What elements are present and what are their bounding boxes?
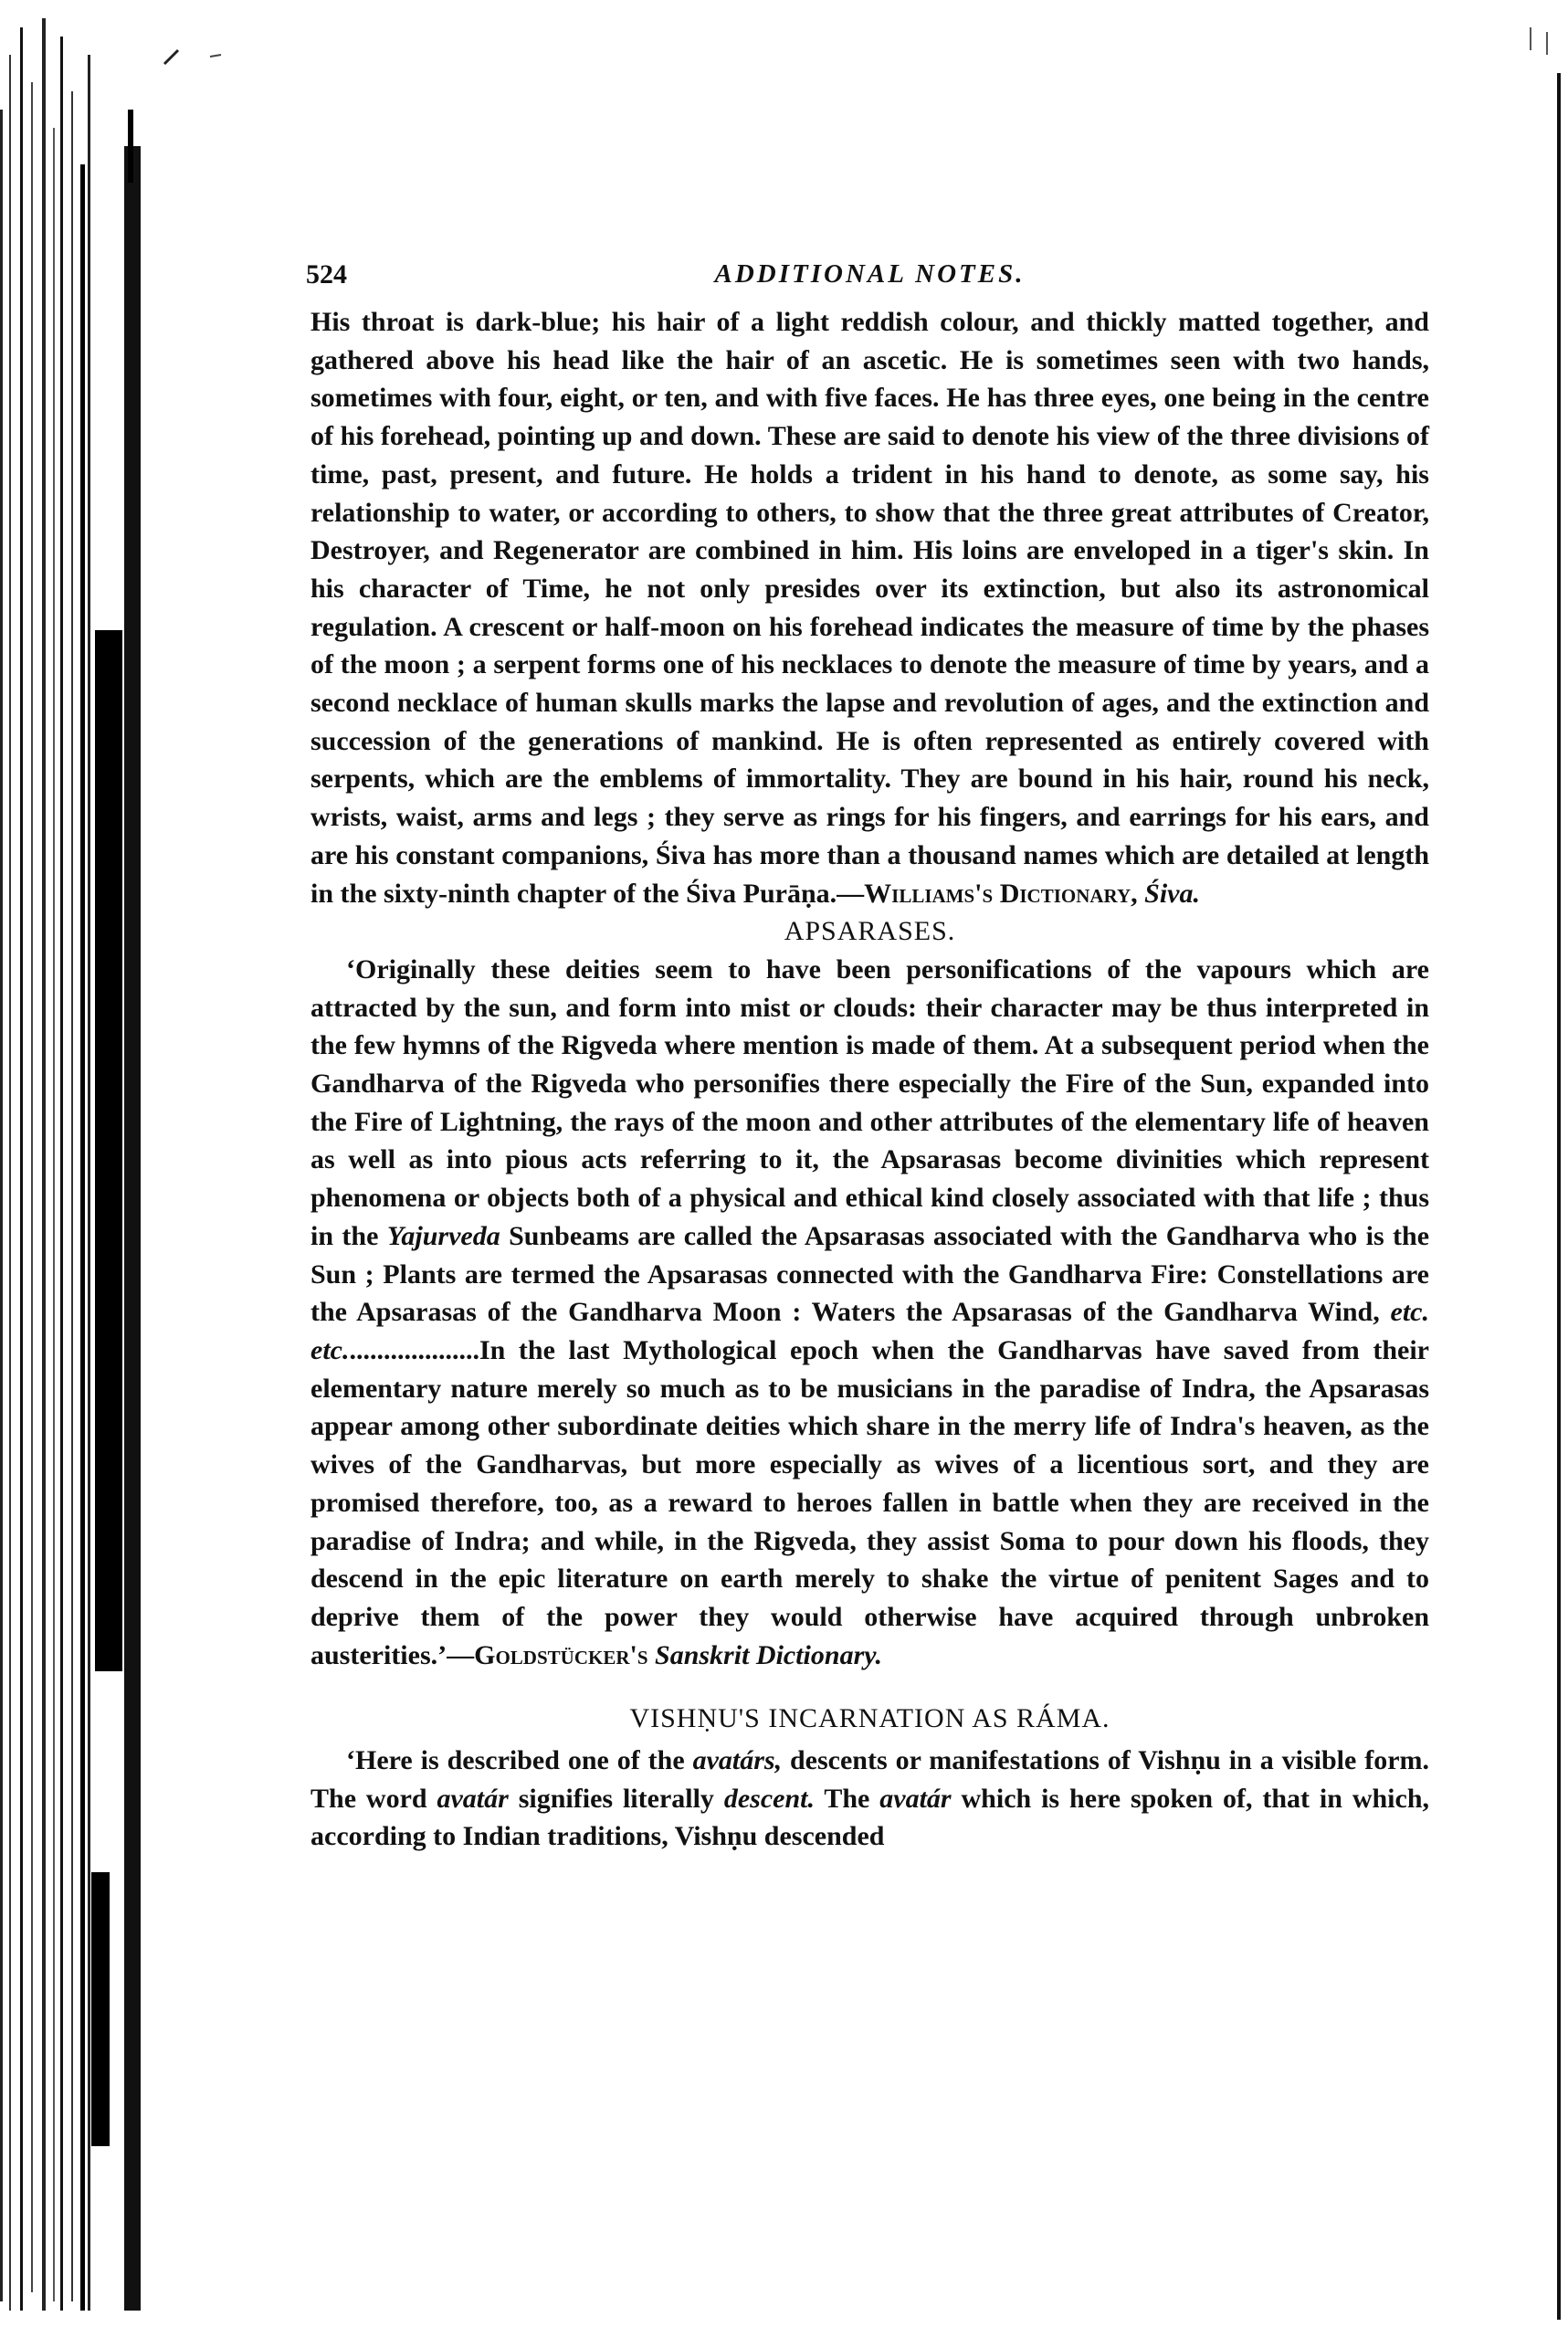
vishnu-text-5: which is here spoken of, that in which, according to Indian traditions, Vishṇu descended xyxy=(310,1783,1430,1852)
yajurveda-term: Yajurveda xyxy=(386,1220,500,1251)
apsarases-citation-work: Sanskrit Dictionary. xyxy=(655,1639,882,1670)
vishnu-heading: VISHṆU'S INCARNATION AS RÁMA. xyxy=(629,1703,1110,1734)
page-content xyxy=(306,256,1430,1856)
apsarases-citation-author: Goldstücker's xyxy=(474,1639,648,1670)
etc-abbrev-1: etc. xyxy=(1390,1297,1429,1328)
vishnu-text-3: signifies literally xyxy=(518,1783,714,1814)
page-number: 524 xyxy=(306,259,347,290)
avatar-term-2: avatár xyxy=(879,1783,952,1814)
vishnu-text-1: ‘Here is described one of the xyxy=(346,1745,685,1776)
vishnu-paragraph xyxy=(310,1742,1429,1856)
apsarases-text-3: In the last Mythological epoch when the Gandharvas have saved from their elementary nature merely so much as to be musicians in the paradise of Indra, the Apsarasas appear among other subordinate deities which share in the merry life of Indra's heaven, as the wives of the Gandharvas, but more especially as wives of a licentious sort, and they are promised therefore, too, as a reward to heroes fallen in battle when they are received in the paradise of Indra; and while, in the Rigveda, they assist Soma to pour down his floods, they descend in the epic literature on earth merely to shake the virtue of penitent Sages and to deprive them of the power they would otherwise have acquired through unbroken austerities.’— xyxy=(310,1334,1429,1670)
vishnu-text-2: descents or manifestations of Vishṇu in a visible form. The word xyxy=(310,1745,1430,1814)
avatar-term-1: avatár xyxy=(437,1783,509,1814)
siva-citation-author: Williams's Dictionary, xyxy=(864,878,1138,909)
apsarases-heading: APSARASES. xyxy=(784,916,956,947)
apsarases-text-1: ‘Originally these deities seem to have been personifications of the vapours which are attracted by the sun, and form into mist or clouds: their character may be thus interpreted in the few hymns of the Rigveda where mention is made of them. At a subsequent period when the Gandharva of the Rigveda who personifies there especially the Fire of the Sun, expanded into the Fire of Lightning, the rays of the moon and other attributes of the elementary life of heaven as well as into pious acts referring to it, the Apsarasas become divinities which represent phenomena or objects both of a physical and ethical kind closely associated with that life ; thus in the xyxy=(310,953,1429,1251)
pen-mark xyxy=(137,37,237,91)
header-title: ADDITIONAL NOTES. xyxy=(714,259,1026,289)
avatars-term: avatárs, xyxy=(692,1745,783,1776)
siva-citation-entry: Śiva. xyxy=(1144,878,1200,909)
apsarases-text-2: Sunbeams are called the Apsarasas associated with the Gandharva who is the Sun ; Plants are termed the Apsarasas connected with the Gandharva Fire: Constellations are the Apsarasas of the Gandharva Moon : Waters the Apsarasas of the Gandharva Wind, xyxy=(310,1220,1430,1328)
running-head xyxy=(306,256,1429,300)
siva-text: His throat is dark-blue; his hair of a light reddish colour, and thickly matted together, and gathered above his head like the hair of an ascetic. He is sometimes seen with two hands, sometimes with four, eight, or ten, and with five faces. He has three eyes, one being in the centre of his forehead, pointing up and down. These are said to denote his view of the three divisions of time, past, present, and future. He holds a trident in his hand to denote, as some say, his relationship to water, or according to others, to show that the three great attributes of Creator, Destroyer, and Regenerator are combined in him. His loins are enveloped in a tiger's skin. In his character of Time, he not only presides over its extinction, but also its astronomical regulation. A crescent or half-moon on his forehead indicates the measure of time by the phases of the moon ; a serpent forms one of his necklaces to denote the measure of time by years, and a second necklace of human skulls marks the lapse and revolution of ages, and the extinction and succession of the generations of mankind. He is often represented as entirely covered with serpents, which are the emblems of immortality. They are bound in his hair, round his neck, wrists, waist, arms and legs ; they serve as rings for his fingers, and earrings for his ears, and are his constant companions, Śiva has more than a thousand names which are detailed at length in the sixty-ninth chapter of the Śiva Purāṇa.— xyxy=(310,307,1429,909)
etc-abbrev-2: etc. xyxy=(310,1334,350,1365)
book-spine-shadow xyxy=(0,0,155,2327)
descent-term: descent. xyxy=(723,1783,815,1814)
siva-paragraph xyxy=(310,303,1429,912)
ellipsis-dots: ................... xyxy=(349,1334,479,1365)
vishnu-text-4: The xyxy=(824,1783,870,1814)
right-page-edge xyxy=(1522,0,1568,2327)
apsarases-paragraph xyxy=(310,951,1429,1674)
